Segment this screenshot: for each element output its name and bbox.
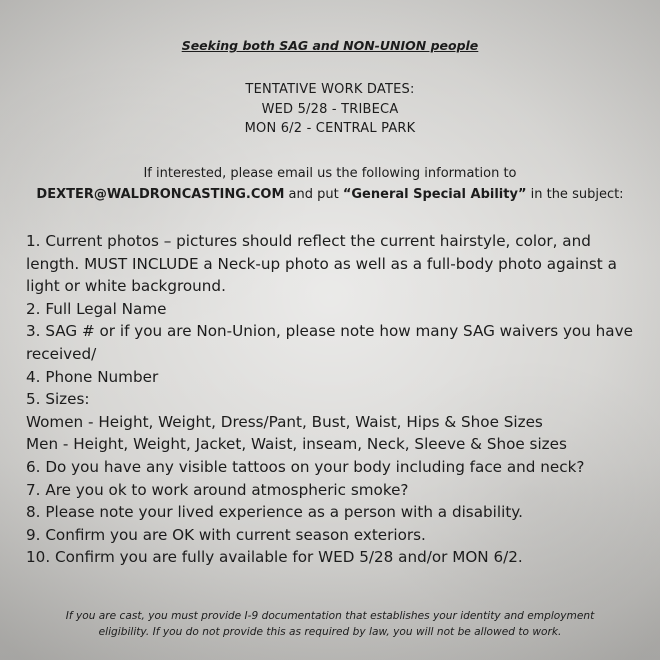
disclaimer-line-2: eligibility. If you do not provide this as required by law, you will not be allowed to work. <box>98 626 562 638</box>
requirement-disability: 8. Please note your lived experience as a person with a disability. <box>26 503 523 522</box>
work-dates-block <box>0 80 660 139</box>
disclaimer-line-1: If you are cast, you must provide I-9 documentation that establishes your identity and employment <box>65 610 595 622</box>
contact-middle: and put <box>284 187 343 202</box>
work-date-1: WED 5/28 - TRIBECA <box>261 101 399 117</box>
requirement-availability: 10. Confirm you are fully available for WED 5/28 and/or MON 6/2. <box>26 548 523 567</box>
notice-heading: Seeking both SAG and NON-UNION people <box>181 38 479 53</box>
requirement-legal-name: 2. Full Legal Name <box>26 299 167 318</box>
contact-block <box>0 163 660 205</box>
contact-end: in the subject: <box>526 187 624 202</box>
requirements-list <box>26 230 638 569</box>
requirement-phone: 4. Phone Number <box>26 367 159 386</box>
work-date-2: MON 6/2 - CENTRAL PARK <box>244 121 416 136</box>
contact-email: DEXTER@WALDRONCASTING.COM <box>36 187 285 202</box>
email-subject: “General Special Ability” <box>342 187 527 202</box>
contact-intro: If interested, please email us the following information to <box>143 166 517 181</box>
requirement-smoke: 7. Are you ok to work around atmospheric smoke? <box>26 480 409 499</box>
requirement-exteriors: 9. Confirm you are OK with current season exteriors. <box>26 525 426 544</box>
requirement-photos: 1. Current photos – pictures should reflect the current hairstyle, color, and length. MUST INCLUDE a Neck-up photo as well as a full-body photo against a light or white background. <box>26 232 617 296</box>
requirement-sizes-men: Men - Height, Weight, Jacket, Waist, inseam, Neck, Sleeve & Shoe sizes <box>26 435 567 454</box>
requirement-sizes-women: Women - Height, Weight, Dress/Pant, Bust, Waist, Hips & Shoe Sizes <box>26 412 543 431</box>
i9-disclaimer <box>0 608 660 640</box>
requirement-tattoos: 6. Do you have any visible tattoos on your body including face and neck? <box>26 457 585 476</box>
contact-instructions <box>0 184 660 205</box>
requirement-sizes: 5. Sizes: <box>26 390 90 409</box>
work-dates-title: TENTATIVE WORK DATES: <box>245 82 415 97</box>
requirement-sag-number: 3. SAG # or if you are Non-Union, please note how many SAG waivers you have received/ <box>26 322 633 363</box>
